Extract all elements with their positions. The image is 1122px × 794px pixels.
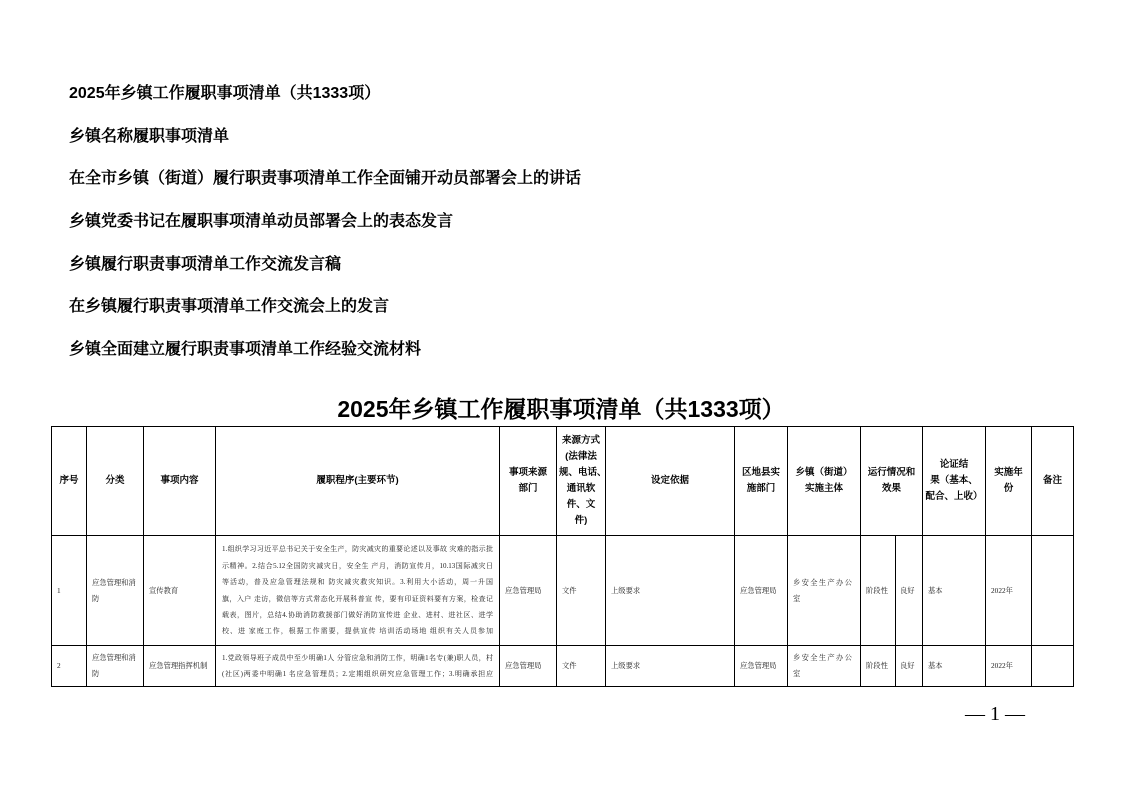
header-procedure: 履职程序(主要环节) (216, 427, 500, 536)
related-link[interactable]: 乡镇全面建立履行职责事项清单工作经验交流材料 (69, 341, 422, 359)
header-operation: 运行情况和 效果 (861, 427, 923, 536)
cell-index: 2 (52, 646, 87, 687)
document-title: 2025年乡镇工作履职事项清单（共1333项） (337, 396, 785, 422)
cell-item: 应急管理指挥机制 (144, 646, 216, 687)
related-link[interactable]: 2025年乡镇工作履职事项清单（共1333项） (69, 85, 381, 102)
header-category: 分类 (87, 427, 144, 536)
cell-category: 应急管理和消防 (87, 536, 144, 646)
header-township-subject: 乡镇（街道） 实施主体 (788, 427, 861, 536)
header-basis: 设定依据 (606, 427, 735, 536)
cell-item: 宣传教育 (144, 536, 216, 646)
cell-source-method: 文件 (557, 536, 606, 646)
related-link[interactable]: 乡镇履行职责事项清单工作交流发言稿 (69, 255, 342, 273)
cell-year: 2022年 (986, 536, 1032, 646)
cell-township-subject: 乡安全生产办公室 (788, 646, 861, 687)
cell-year: 2022年 (986, 646, 1032, 687)
header-conclusion: 论证结 果（基本、 配合、上收） (923, 427, 986, 536)
duty-items-table (51, 426, 1074, 687)
header-county-dept: 区地县实 施部门 (735, 427, 788, 536)
header-year: 实施年 份 (986, 427, 1032, 536)
cell-basis: 上级要求 (606, 536, 735, 646)
cell-remarks (1032, 536, 1074, 646)
table-header-row (52, 427, 1074, 536)
cell-category: 应急管理和消防 (87, 646, 144, 687)
table-row (52, 536, 1074, 646)
page-number: — 1 — (965, 703, 1025, 725)
cell-procedure: 1.组织学习习近平总书记关于安全生产，防灾减灾的重要论述以及事故 灾难的指示批 示精神。2.结合5.12全国防灾减灾日，安全生 产月，消防宣传月，10.13国际减灾日 等活动，普及应急管理法规和 防灾减灾救灾知识。3.利用大小活动，周一升国 旗，入户 走访，微信等方式常态化开展科普宣 传，要有印证资料要有方案，检查记 载表，图片，总结4.协助消防救援部门做好消防宣传进 企业、进村、进社区、进学 校、进 家庭工作，根据工作需要，提供宣传 培训活动场地 组织有关人员参加 (216, 536, 500, 646)
cell-source-dept: 应急管理局 (500, 536, 557, 646)
related-link[interactable]: 在乡镇履行职责事项清单工作交流会上的发言 (69, 298, 390, 316)
cell-operation-effect: 良好 (896, 646, 923, 687)
related-links-list (69, 73, 581, 372)
cell-index: 1 (52, 536, 87, 646)
header-item: 事项内容 (144, 427, 216, 536)
cell-operation-effect: 良好 (896, 536, 923, 646)
cell-source-method: 文件 (557, 646, 606, 687)
related-link-item (69, 201, 581, 244)
header-remarks: 备注 (1032, 427, 1074, 536)
cell-operation-status: 阶段性 (861, 646, 896, 687)
related-link-item (69, 158, 581, 201)
table-row (52, 646, 1074, 687)
related-link-item (69, 244, 581, 287)
related-link-item (69, 73, 581, 116)
related-link[interactable]: 乡镇名称履职事项清单 (69, 127, 230, 145)
related-link-item (69, 286, 581, 329)
cell-county-dept: 应急管理局 (735, 536, 788, 646)
header-source-method: 来源方式 (法律法 规、电话、 通讯软 件、文 件) (557, 427, 606, 536)
cell-county-dept: 应急管理局 (735, 646, 788, 687)
related-link[interactable]: 乡镇党委书记在履职事项清单动员部署会上的表态发言 (69, 213, 454, 231)
cell-source-dept: 应急管理局 (500, 646, 557, 687)
cell-township-subject: 乡安全生产办公室 (788, 536, 861, 646)
header-index: 序号 (52, 427, 87, 536)
cell-basis: 上级要求 (606, 646, 735, 687)
related-link-item (69, 329, 581, 372)
cell-remarks (1032, 646, 1074, 687)
cell-operation-status: 阶段性 (861, 536, 896, 646)
related-link-item (69, 116, 581, 159)
cell-conclusion: 基本 (923, 646, 986, 687)
cell-conclusion: 基本 (923, 536, 986, 646)
header-source-dept: 事项来源 部门 (500, 427, 557, 536)
cell-procedure: 1.党政领导班子成员中至少明确1人 分管应急和消防工作，明确1名专(兼)职人员，村 (社区)两委中明确1 名应急管理员；2.定期组织研究应急管理工作；3.明确承担应 (216, 646, 500, 687)
related-link[interactable]: 在全市乡镇（街道）履行职责事项清单工作全面铺开动员部署会上的讲话 (69, 170, 582, 188)
